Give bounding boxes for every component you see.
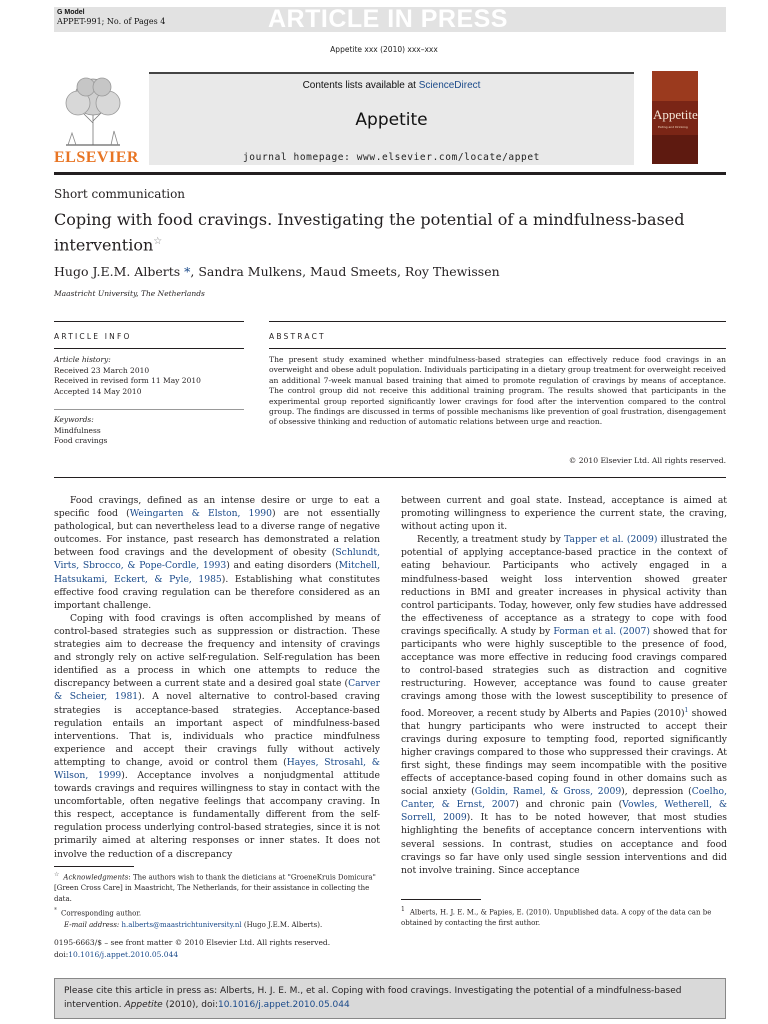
contents-line: [149, 80, 634, 91]
other-authors: , Sandra Mulkens, Maud Smeets, Roy Thewissen: [190, 264, 500, 279]
abstract-header-rule: [269, 348, 726, 349]
acknowledgment-note: [54, 869, 380, 905]
citation-link[interactable]: Vowles, Wetherell, & Sorrell, 2009: [401, 799, 727, 824]
keyword-item: Mindfulness: [54, 425, 101, 435]
ack-label: Acknowledgments: [63, 873, 129, 882]
masthead-rule: [54, 172, 726, 175]
elsevier-logo[interactable]: [54, 71, 139, 166]
affiliation: Maastricht University, The Netherlands: [54, 289, 205, 298]
citation-link[interactable]: Schlundt, Virts, Sbrocco, & Pope-Cordle, 1993: [54, 547, 380, 572]
body-column-left: [54, 494, 380, 861]
keyword-item: Food cravings: [54, 436, 108, 445]
article-in-press-banner: [54, 7, 726, 32]
body-text: ). It has to be noted however, that most studies highlighting the benefits of acceptance concern interventions with several sessions. In contrast, studies on acceptance and food cravings so far have only used single session interventions and did not involve training. Since acceptance: [401, 812, 727, 876]
g-model-label: G Model: [57, 9, 85, 16]
elsevier-tree-icon: [56, 73, 130, 147]
body-text: illustrated the potential of applying acceptance-based practice in the context of eating behaviour. Participants who actively engaged in a mindfulness-based weight loss intervention showed greater reductions in BMI and greater increases in physical activity than control participants. Today, however, only few studies have addressed the effectiveness of acceptance as a strategy to cope with food cravings specifically. A study by: [401, 534, 728, 637]
banner-meta: [57, 8, 165, 26]
revised-date: Received in revised form 11 May 2010: [54, 376, 201, 385]
body-text: ) and eating disorders (: [226, 560, 339, 572]
citation-link[interactable]: Weingarten & Elston, 1990: [129, 508, 272, 520]
body-column-right: [401, 494, 727, 877]
footnote-rule: [54, 866, 134, 867]
title-footnote-mark[interactable]: ☆: [153, 236, 163, 247]
abstract-text: The present study examined whether mindfulness-based strategies can effectively reduce food cravings in an overweight and obese adult population. Individuals participating in a dietary group treatment for overweight received an additional 7-week manual based training that aimed to promote regulation of cravings by means of acceptance. The control group did not receive this additional training program. The results showed that participants in the experimental group reported significantly lower cravings for food after the intervention compared to the control group. The findings are discussed in terms of possible mechanisms like prevention of goal frustration, disengagement of obsessive thinking and reduction of automatic relations between urge and reaction.: [269, 355, 726, 427]
accepted-date: Accepted 14 May 2010: [54, 386, 142, 396]
history-label: Article history:: [54, 355, 111, 364]
footnote-right: [401, 904, 727, 929]
first-author: Hugo J.E.M. Alberts: [54, 264, 181, 279]
cover-title: Appetite: [653, 107, 698, 122]
body-text: showed that hungry participants who were instructed to accept their cravings during exposure to tempting food, reported significantly higher cravings compared to those who suppressed their cravings. At first sight, these findings may seem incompatible with the positive effects of acceptance-based coping found in other domains such as social anxiety (: [401, 707, 727, 798]
body-paragraph: [54, 494, 380, 612]
abstract-top-rule: [269, 321, 726, 322]
article-type: Short communication: [54, 187, 186, 201]
abstract-bottom-rule: [54, 477, 726, 478]
article-history: [54, 355, 244, 397]
contents-prefix: Contents lists available at: [302, 80, 419, 91]
footnote-rule: [401, 899, 481, 900]
citation-link[interactable]: Coelho, Canter, & Ernst, 2007: [401, 786, 727, 811]
cover-top-band: [652, 71, 698, 101]
email-note: [54, 920, 380, 931]
footnote-ref[interactable]: 1: [684, 706, 689, 714]
abstract-heading: ABSTRACT: [269, 332, 326, 341]
footnotes-left: [54, 869, 380, 931]
sciencedirect-link[interactable]: ScienceDirect: [418, 80, 481, 91]
article-info-heading: ARTICLE INFO: [54, 332, 132, 341]
cover-subtitle: Eating and Drinking: [658, 125, 688, 129]
journal-masthead: [149, 72, 634, 165]
citation-journal: Appetite: [124, 1000, 163, 1010]
body-paragraph: between current and goal state. Instead, acceptance is aimed at promoting willingness to experience the current state, the craving, without acting upon it.: [401, 495, 727, 533]
body-text: Coping with food cravings is often accomplished by means of control-based strategies such as suppression or distraction. These strategies aim to decrease the frequency and intensity of cravings and strongly rely on active self-regulation. Self-regulation has been identified as a process in which one attempts to reduce the discrepancy between a current state and a desired goal state (: [54, 612, 380, 690]
citation-link[interactable]: Carver & Scheier, 1981: [54, 678, 380, 703]
journal-name: Appetite: [355, 110, 428, 130]
keywords: [54, 415, 244, 447]
body-text: Food cravings, defined as an intense desire or urge to eat a specific food (: [54, 495, 380, 520]
page-count: No. of Pages 4: [106, 17, 166, 26]
body-text: showed that for participants who were highly susceptible to the presence of food, acceptance was more effective in reducing food cravings compared to control-based strategies such as distraction and cognitive restructuring. However, acceptance was found to cause greater cravings among those with the lowest susceptibility to presence of food. Moreover, a recent study by Alberts and Papies (2010): [401, 625, 727, 719]
received-date: Received 23 March 2010: [54, 365, 150, 375]
body-paragraph: [54, 612, 380, 861]
article-code: APPET-991;: [57, 17, 105, 26]
email-owner: (Hugo J.E.M. Alberts).: [241, 920, 323, 929]
email-link[interactable]: h.alberts@maastrichtuniversity.nl: [121, 920, 242, 929]
keywords-label: Keywords:: [54, 415, 94, 424]
body-text: ). Acceptance involves a nonjudgmental attitude towards cravings and requires willingness to stay in contact with the uncomfortable, often negative feelings that accompany craving. In this respect, acceptance is fundamentally different from the self-regulation process underlying control-based strategies, since it is not primarily aimed at altering responses or inner states. It does not involve the reduction of a discrepancy: [54, 769, 380, 860]
body-paragraph: [401, 533, 727, 877]
citation-link[interactable]: Hayes, Strosahl, & Wilson, 1999: [54, 756, 380, 781]
journal-cover-image: [652, 71, 698, 164]
corresponding-note: [54, 905, 380, 919]
citation-link[interactable]: Mitchell, Hatsukami, Eckert, & Pyle, 1985: [54, 560, 380, 585]
info-header-rule: [54, 348, 244, 349]
footnote-text: Alberts, H. J. E. M., & Papies, E. (2010). Unpublished data. A copy of the data can be obtained by contacting the first author.: [401, 908, 712, 928]
author-list: [54, 264, 500, 279]
citation-link[interactable]: Tapper et al. (2009): [564, 534, 658, 546]
body-text: ), depression (: [621, 786, 692, 798]
doi-link[interactable]: 10.1016/j.appet.2010.05.044: [68, 950, 179, 959]
abstract-copyright: © 2010 Elsevier Ltd. All rights reserved.: [568, 456, 726, 465]
corresponding-text: Corresponding author.: [61, 909, 142, 918]
article-title-text: Coping with food cravings. Investigating the potential of a mindfulness-based intervention: [54, 210, 685, 255]
citation-notice: [54, 978, 726, 1019]
info-top-rule: [54, 321, 244, 322]
article-title: [54, 209, 726, 256]
cover-bottom-band: [652, 135, 698, 164]
journal-reference: Appetite xxx (2010) xxx–xxx: [330, 45, 438, 54]
body-text: ). A novel alternative to control-based craving strategies is acceptance-based strategies. Acceptance-based regulation entails an important aspect of mindfulness-based interventions. That is, individuals who practice mindfulness experience and accept their cravings fully without actively attempting to change, avoid or control them (: [54, 691, 381, 768]
citation-link[interactable]: Forman et al. (2007): [553, 625, 650, 637]
footnote-mark: 1: [401, 906, 405, 913]
body-text: Recently, a treatment study by: [417, 534, 565, 546]
citation-link[interactable]: Goldin, Ramel, & Gross, 2009: [474, 786, 622, 798]
body-text: ) are not essentially pathological, but can nevertheless lead to a diverse range of negative outcomes. For instance, past research has demonstrated a relation between food cravings and the development of obesity (: [54, 508, 380, 559]
doi-prefix: doi:: [54, 950, 69, 959]
email-label: E-mail address:: [64, 920, 120, 929]
citation-doi-link[interactable]: 10.1016/j.appet.2010.05.044: [217, 1000, 350, 1010]
body-text: ). Establishing what constitutes effective food craving regulation can be therefore considered as an important challenge.: [54, 573, 381, 611]
citation-year: (2010), doi:: [162, 1000, 218, 1010]
issn-block: [54, 937, 380, 961]
corresponding-author-mark[interactable]: *: [184, 264, 191, 279]
body-text: ) and chronic pain (: [515, 799, 623, 811]
journal-homepage[interactable]: journal homepage: www.elsevier.com/locate/appet: [242, 152, 540, 163]
citation-text: Please cite this article in press as: Alberts, H. J. E. M., et al. Coping with food cravings. Investigating the potential of a mindfulness-based intervention.: [64, 986, 682, 1010]
corresponding-mark: *: [54, 907, 57, 915]
info-divider: [54, 409, 244, 410]
ack-mark: ☆: [54, 871, 60, 878]
ack-text: : The authors wish to thank the dieticians at "GroeneKruis Domicura" [Green Cross Care] in Maastricht, The Netherlands, for their assistance in collecting the data.: [54, 873, 376, 904]
article-in-press-title: ARTICLE IN PRESS: [268, 5, 508, 33]
elsevier-wordmark: ELSEVIER: [54, 149, 139, 166]
issn-line: 0195-6663/$ – see front matter © 2010 Elsevier Ltd. All rights reserved.: [54, 938, 331, 947]
